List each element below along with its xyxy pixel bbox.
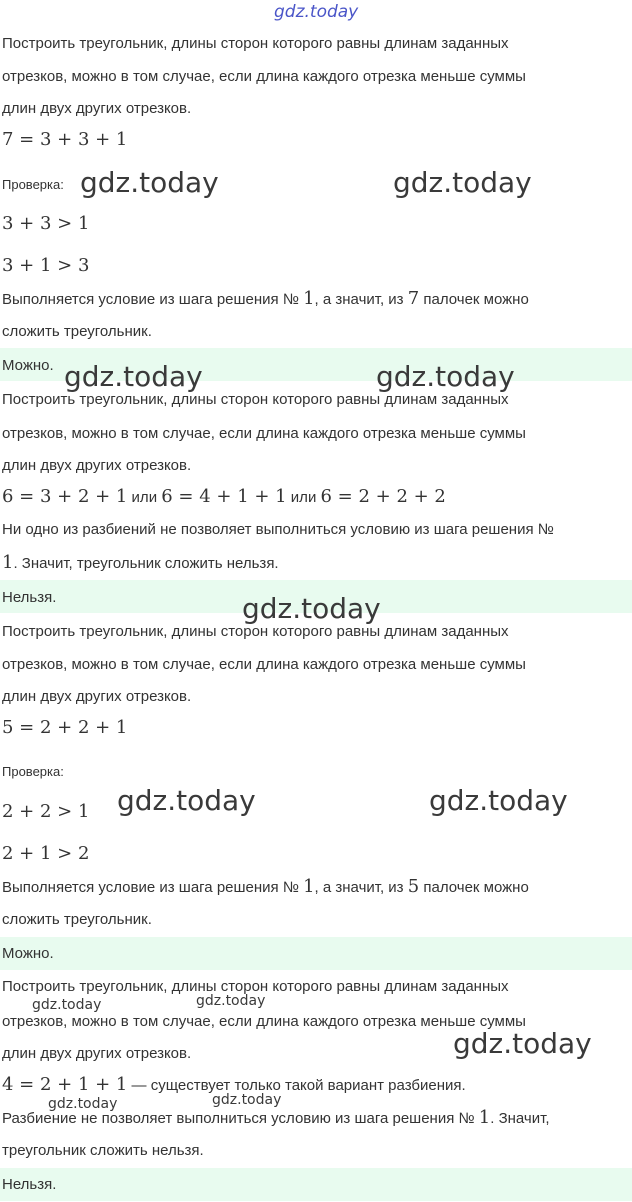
inequality-1: 3 + 3 > 1 — [2, 213, 90, 234]
rule-line-2: отрезков, можно в том случае, если длина каждого отрезка меньше суммы — [2, 425, 526, 442]
partitions: 6 = 3 + 2 + 1 или 6 = 4 + 1 + 1 или 6 = 2 + 2 + 2 — [2, 486, 446, 507]
inequality-1: 2 + 2 > 1 — [2, 801, 90, 822]
partition-note: 4 = 2 + 1 + 1 — существует только такой вариант разбиения. — [2, 1074, 466, 1095]
inequality-2: 3 + 1 > 3 — [2, 255, 90, 276]
watermark: gdz.today — [117, 784, 256, 817]
answer: Нельзя. — [2, 1176, 57, 1193]
rule-line-3: длин двух других отрезков. — [2, 688, 192, 705]
rule-line-1: Построить треугольник, длины сторон которого равны длинам заданных — [2, 623, 509, 640]
watermark: gdz.today — [196, 993, 266, 1009]
rule-line-2: отрезков, можно в том случае, если длина каждого отрезка меньше суммы — [2, 1013, 526, 1030]
conclusion-line-2: сложить треугольник. — [2, 323, 152, 340]
watermark: gdz.today — [80, 166, 219, 199]
equation: 5 = 2 + 2 + 1 — [2, 717, 128, 738]
header-watermark: gdz.today — [274, 2, 359, 22]
rule-line-3: длин двух других отрезков. — [2, 457, 192, 474]
inequality-2: 2 + 1 > 2 — [2, 843, 90, 864]
rule-line-2: отрезков, можно в том случае, если длина каждого отрезка меньше суммы — [2, 656, 526, 673]
rule-line-3: длин двух других отрезков. — [2, 100, 192, 117]
watermark: gdz.today — [393, 166, 532, 199]
equation: 7 = 3 + 3 + 1 — [2, 129, 128, 150]
answer: Можно. — [2, 945, 54, 962]
conclusion-line-1: Ни одно из разбиений не позволяет выполниться условию из шага решения № — [2, 521, 554, 538]
conclusion-line-2: треугольник сложить нельзя. — [2, 1142, 204, 1159]
check-label: Проверка: — [2, 177, 64, 192]
conclusion-line-1: Разбиение не позволяет выполниться условию из шага решения № 1. Значит, — [2, 1107, 550, 1128]
watermark: gdz.today — [48, 1096, 118, 1112]
rule-line-3: длин двух других отрезков. — [2, 1045, 192, 1062]
watermark: gdz.today — [64, 360, 203, 393]
watermark: gdz.today — [32, 997, 102, 1013]
conclusion-line-1: Выполняется условие из шага решения № 1, а значит, из 7 палочек можно — [2, 288, 529, 309]
watermark: gdz.today — [242, 592, 381, 625]
conclusion-line-2: сложить треугольник. — [2, 911, 152, 928]
rule-line-1: Построить треугольник, длины сторон которого равны длинам заданных — [2, 35, 509, 52]
watermark: gdz.today — [429, 784, 568, 817]
conclusion-line-1: Выполняется условие из шага решения № 1, а значит, из 5 палочек можно — [2, 876, 529, 897]
rule-line-1: Построить треугольник, длины сторон которого равны длинам заданных — [2, 978, 509, 995]
watermark: gdz.today — [453, 1027, 592, 1060]
rule-line-1: Построить треугольник, длины сторон которого равны длинам заданных — [2, 391, 509, 408]
check-label: Проверка: — [2, 764, 64, 779]
conclusion-line-2: 1. Значит, треугольник сложить нельзя. — [2, 552, 279, 573]
answer: Нельзя. — [2, 589, 57, 606]
watermark: gdz.today — [376, 360, 515, 393]
watermark: gdz.today — [212, 1092, 282, 1108]
rule-line-2: отрезков, можно в том случае, если длина каждого отрезка меньше суммы — [2, 68, 526, 85]
answer: Можно. — [2, 357, 54, 374]
